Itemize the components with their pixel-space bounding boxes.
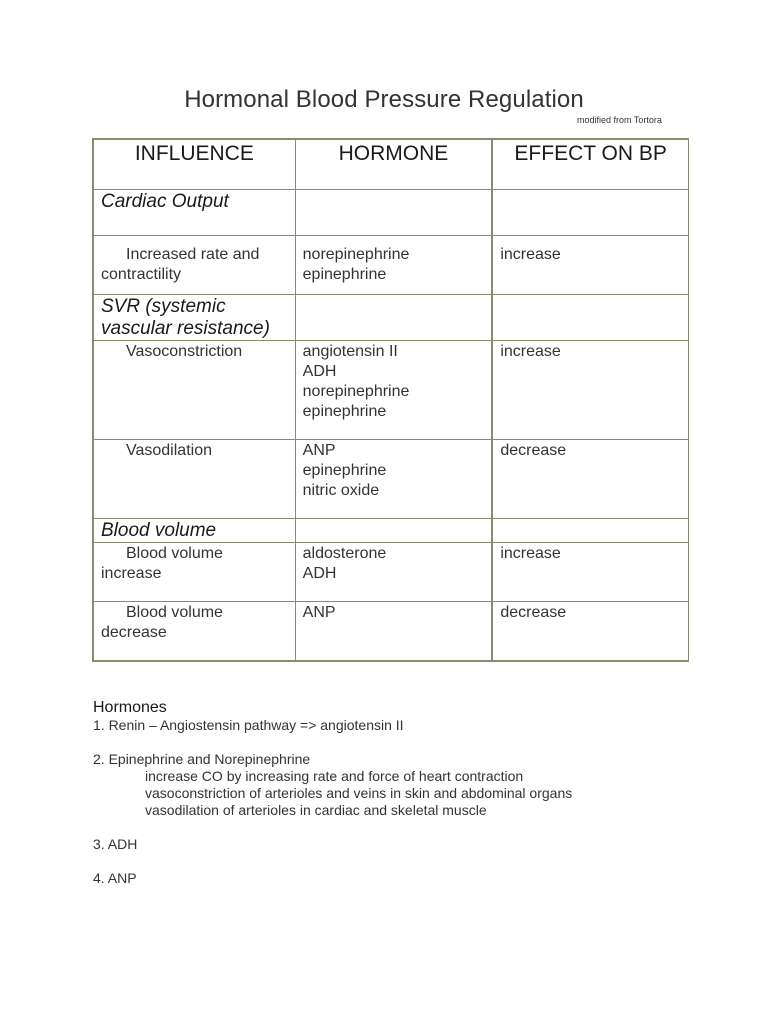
section-label-blood-volume: Blood volume: [93, 519, 295, 543]
notes-heading: Hormones: [93, 699, 167, 716]
section-row-blood-volume: [93, 519, 689, 543]
hormones-notes: [93, 698, 713, 887]
influence-cell: Blood volume decrease: [93, 602, 295, 661]
source-note: modified from Tortora: [577, 115, 662, 125]
empty-cell: [295, 190, 492, 236]
table-row: [93, 602, 689, 661]
effect-cell: decrease: [492, 440, 688, 519]
table-header-row: [93, 139, 689, 190]
note-item: 4. ANP: [93, 870, 137, 886]
empty-cell: [295, 295, 492, 341]
hormone-cell: ANP: [295, 602, 492, 661]
note-sub-item: increase CO by increasing rate and force of heart contraction: [145, 768, 524, 784]
header-influence: INFLUENCE: [93, 139, 295, 190]
empty-cell: [492, 519, 688, 543]
header-effect-on-bp: EFFECT ON BP: [492, 139, 688, 190]
blood-pressure-table: [92, 138, 689, 662]
influence-cell: Increased rate and contractility: [93, 236, 295, 295]
hormone-cell: angiotensin II ADH norepinephrine epinephrine: [295, 341, 492, 440]
note-sub-item: vasodilation of arterioles in cardiac and skeletal muscle: [145, 802, 487, 818]
hormone-cell: ANP epinephrine nitric oxide: [295, 440, 492, 519]
note-item: 2. Epinephrine and Norepinephrine: [93, 751, 311, 767]
empty-cell: [295, 519, 492, 543]
hormone-cell: aldosterone ADH: [295, 543, 492, 602]
section-label-svr: SVR (systemic vascular resistance): [93, 295, 295, 341]
table-row: [93, 341, 689, 440]
note-item: 3. ADH: [93, 836, 138, 852]
section-row-svr: [93, 295, 689, 341]
header-hormone: HORMONE: [295, 139, 492, 190]
table-row: [93, 543, 689, 602]
table-row: [93, 440, 689, 519]
effect-cell: increase: [492, 543, 688, 602]
empty-cell: [492, 295, 688, 341]
effect-cell: decrease: [492, 602, 688, 661]
section-row-cardiac-output: [93, 190, 689, 236]
effect-cell: increase: [492, 341, 688, 440]
section-label-cardiac-output: Cardiac Output: [93, 190, 295, 236]
hormone-cell: norepinephrine epinephrine: [295, 236, 492, 295]
influence-cell: Vasodilation: [93, 440, 295, 519]
influence-cell: Blood volume increase: [93, 543, 295, 602]
table-row: [93, 236, 689, 295]
influence-cell: Vasoconstriction: [93, 341, 295, 440]
effect-cell: increase: [492, 236, 688, 295]
empty-cell: [492, 190, 688, 236]
note-item: 1. Renin – Angiostensin pathway => angiotensin II: [93, 717, 404, 733]
note-sub-item: vasoconstriction of arterioles and veins in skin and abdominal organs: [145, 785, 573, 801]
document-title: Hormonal Blood Pressure Regulation: [184, 86, 584, 113]
